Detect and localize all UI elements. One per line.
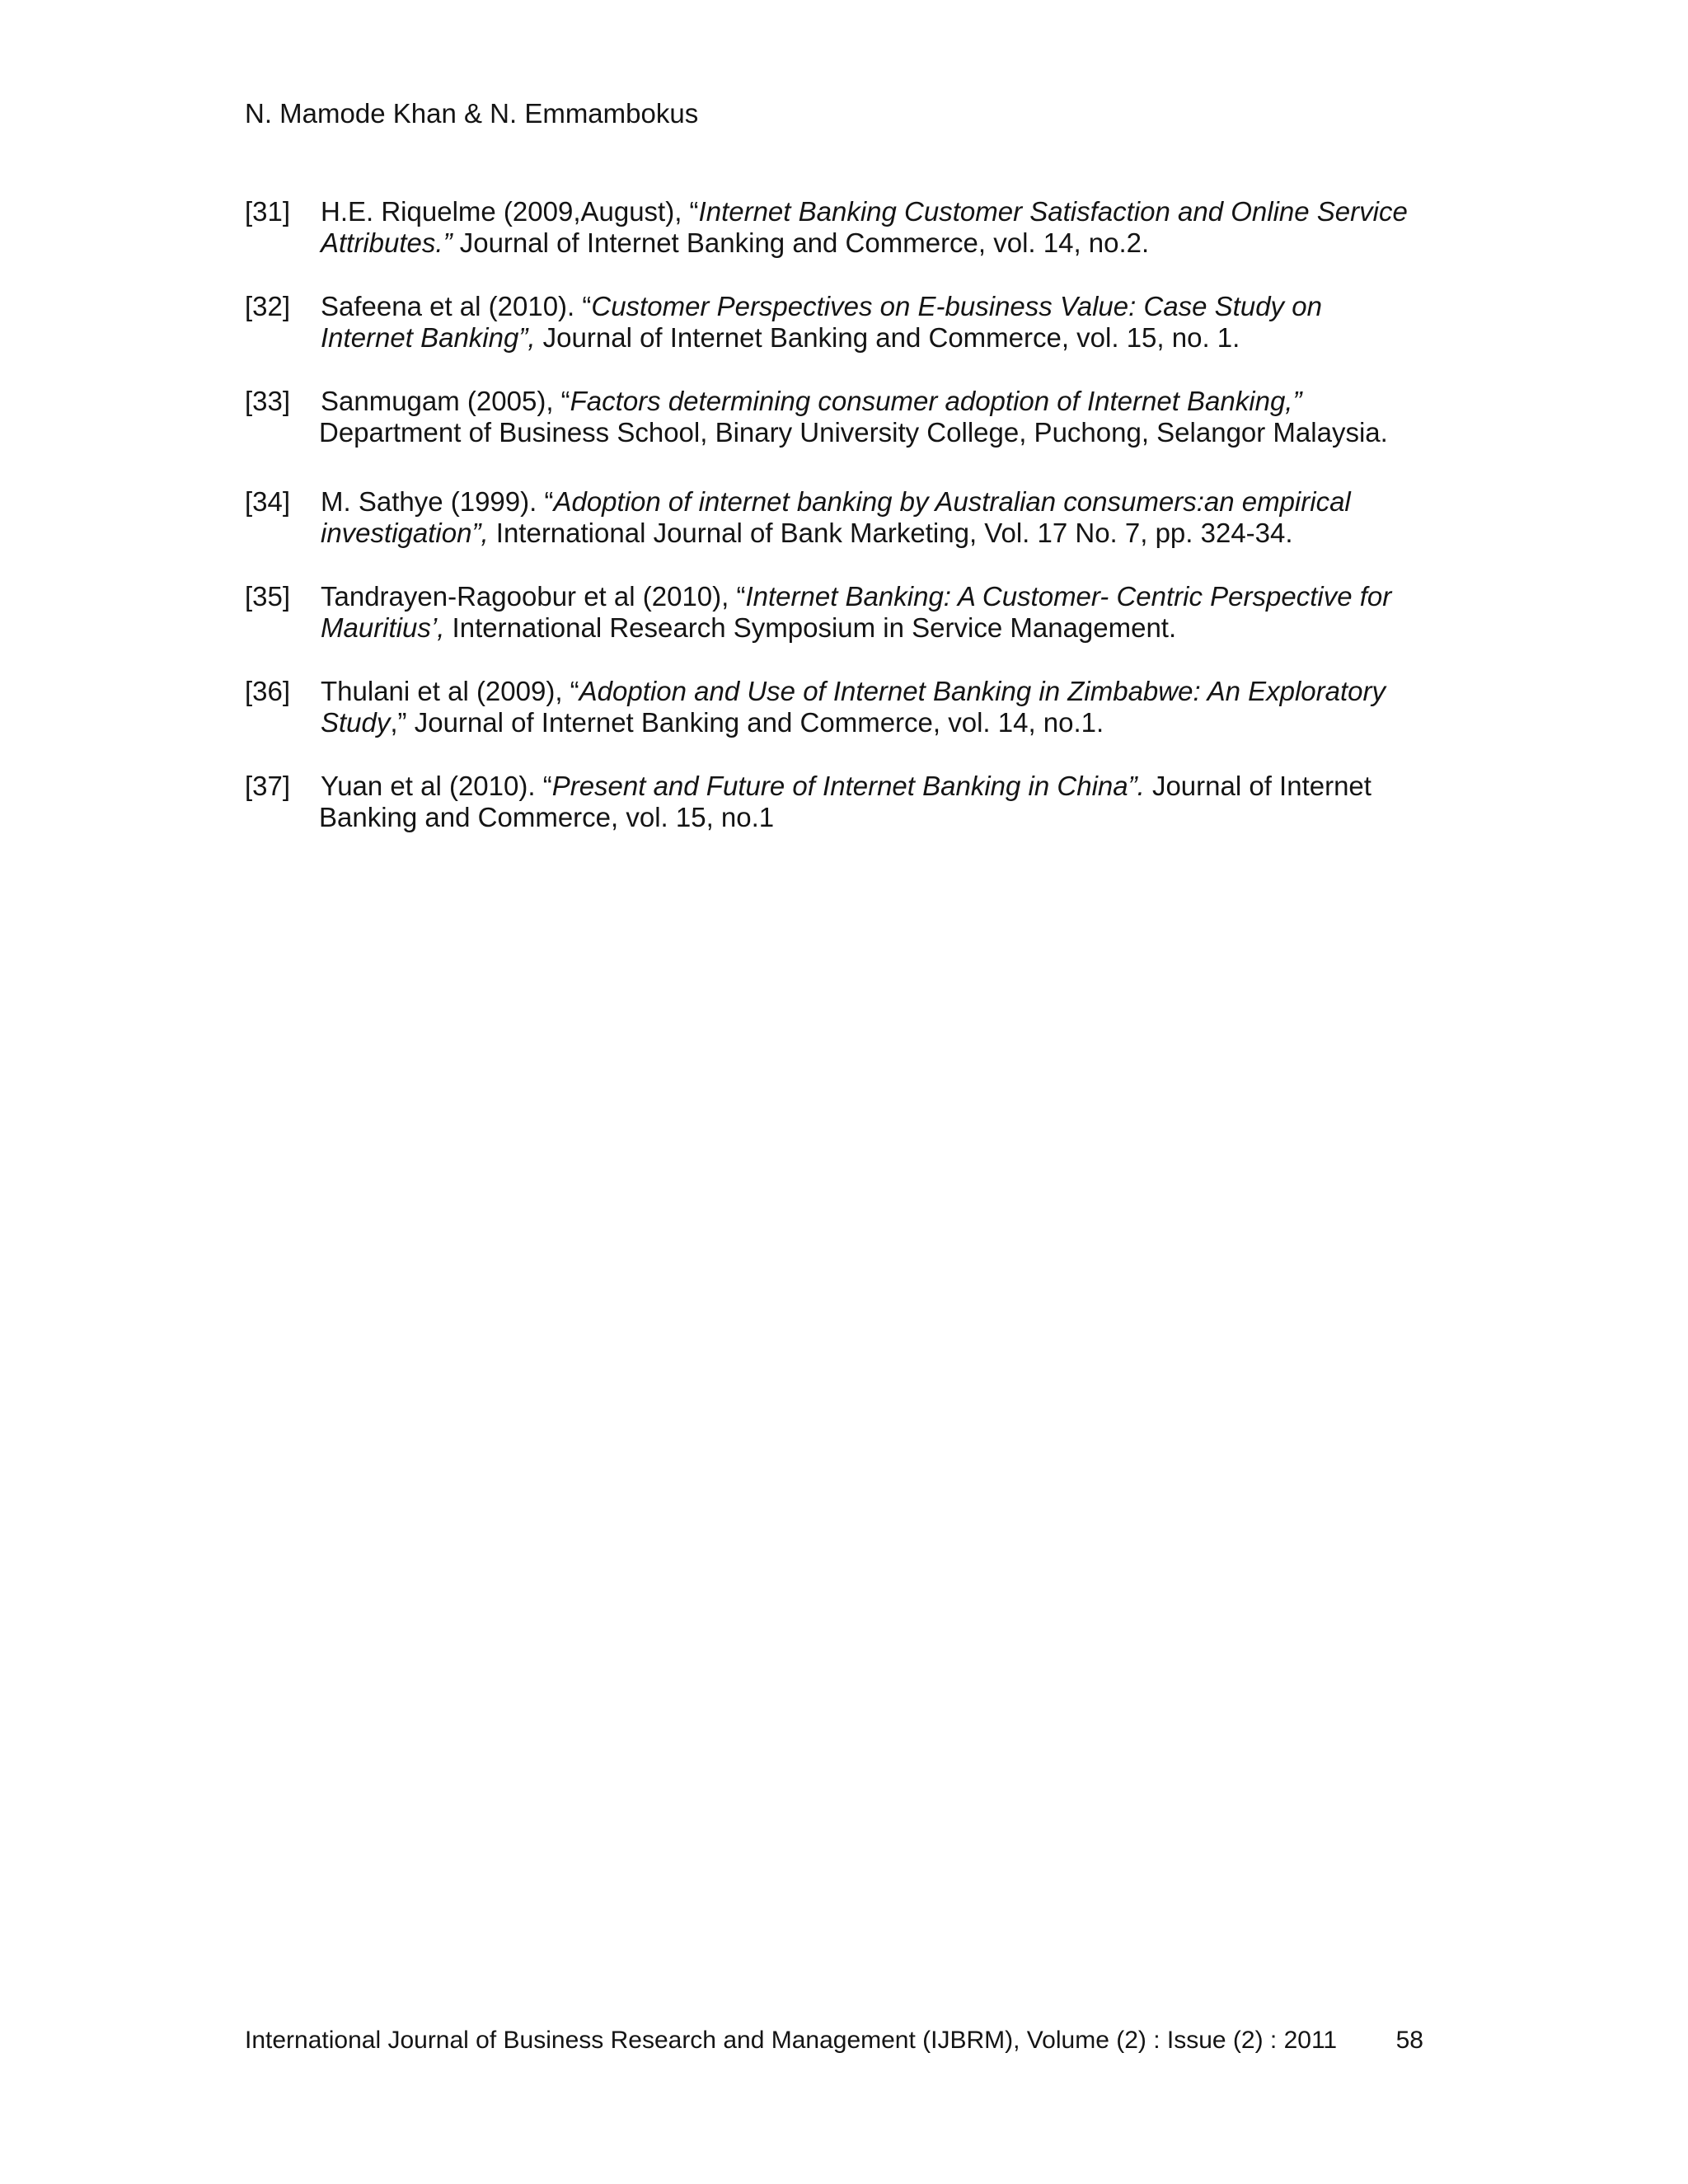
reference-33 bbox=[245, 386, 1481, 448]
reference-line bbox=[321, 322, 1481, 354]
reference-authors: Thulani et al (2009), “ bbox=[321, 676, 579, 706]
reference-title: Internet Banking: A Customer- Centric Perspective for bbox=[745, 581, 1392, 612]
reference-line bbox=[321, 707, 1481, 738]
running-header-authors: N. Mamode Khan & N. Emmambokus bbox=[245, 98, 699, 129]
reference-37 bbox=[245, 771, 1481, 833]
reference-title: Study bbox=[321, 707, 391, 738]
reference-authors: H.E. Riquelme (2009,August), “ bbox=[321, 196, 699, 227]
reference-number: [31] bbox=[245, 196, 291, 227]
footer-journal-citation: International Journal of Business Research and Management (IJBRM), Volume (2) : Issue (2) : 2011 bbox=[245, 2027, 1338, 2054]
reference-title: Mauritius’, bbox=[321, 612, 445, 643]
reference-line bbox=[321, 518, 1481, 549]
reference-number: [37] bbox=[245, 771, 291, 801]
reference-source: Banking and Commerce, vol. 15, no.1 bbox=[319, 802, 775, 832]
reference-source: Journal of Internet Banking and Commerce, vol. 15, no. 1. bbox=[535, 322, 1240, 353]
reference-number: [34] bbox=[245, 486, 291, 517]
reference-line bbox=[321, 196, 1481, 227]
reference-authors: Safeena et al (2010). “ bbox=[321, 291, 592, 321]
reference-authors: Tandrayen-Ragoobur et al (2010), “ bbox=[321, 581, 746, 612]
reference-line bbox=[321, 291, 1481, 322]
reference-title: Internet Banking Customer Satisfaction and Online Service bbox=[698, 196, 1408, 227]
reference-34 bbox=[245, 486, 1481, 549]
reference-35 bbox=[245, 581, 1481, 644]
reference-source: International Research Symposium in Service Management. bbox=[444, 612, 1177, 643]
reference-list bbox=[245, 196, 1481, 865]
reference-number: [35] bbox=[245, 581, 291, 612]
reference-line bbox=[319, 802, 1481, 833]
reference-title: Adoption and Use of Internet Banking in Zimbabwe: An Exploratory bbox=[579, 676, 1386, 706]
reference-title: Present and Future of Internet Banking in China”. bbox=[551, 771, 1145, 801]
reference-source: ,” Journal of Internet Banking and Commerce, vol. 14, no.1. bbox=[390, 707, 1104, 738]
reference-line bbox=[321, 676, 1481, 707]
reference-line bbox=[319, 417, 1481, 448]
reference-title: Adoption of internet banking by Australian consumers:an empirical bbox=[553, 486, 1351, 517]
reference-title: Attributes.” bbox=[321, 227, 452, 258]
reference-authors: Sanmugam (2005), “ bbox=[321, 386, 570, 416]
reference-title: investigation”, bbox=[321, 518, 489, 548]
reference-title: Internet Banking”, bbox=[321, 322, 536, 353]
reference-line bbox=[321, 386, 1481, 417]
reference-number: [36] bbox=[245, 676, 291, 706]
reference-authors: M. Sathye (1999). “ bbox=[321, 486, 554, 517]
reference-line bbox=[321, 771, 1481, 802]
reference-source: Journal of Internet bbox=[1144, 771, 1372, 801]
reference-source: International Journal of Bank Marketing, Vol. 17 No. 7, pp. 324-34. bbox=[488, 518, 1293, 548]
reference-source: Journal of Internet Banking and Commerce, vol. 14, no.2. bbox=[452, 227, 1150, 258]
page-number: 58 bbox=[1395, 2027, 1423, 2054]
reference-title: Customer Perspectives on E-business Value: Case Study on bbox=[591, 291, 1322, 321]
reference-line bbox=[321, 612, 1481, 644]
reference-line bbox=[321, 581, 1481, 612]
reference-source: Department of Business School, Binary University College, Puchong, Selangor Malaysia. bbox=[319, 417, 1388, 448]
reference-line bbox=[321, 227, 1481, 259]
reference-authors: Yuan et al (2010). “ bbox=[321, 771, 552, 801]
reference-31 bbox=[245, 196, 1481, 259]
reference-32 bbox=[245, 291, 1481, 354]
reference-number: [33] bbox=[245, 386, 291, 416]
reference-line bbox=[321, 486, 1481, 518]
reference-number: [32] bbox=[245, 291, 291, 321]
reference-title: Factors determining consumer adoption of Internet Banking,” bbox=[570, 386, 1302, 416]
reference-36 bbox=[245, 676, 1481, 738]
